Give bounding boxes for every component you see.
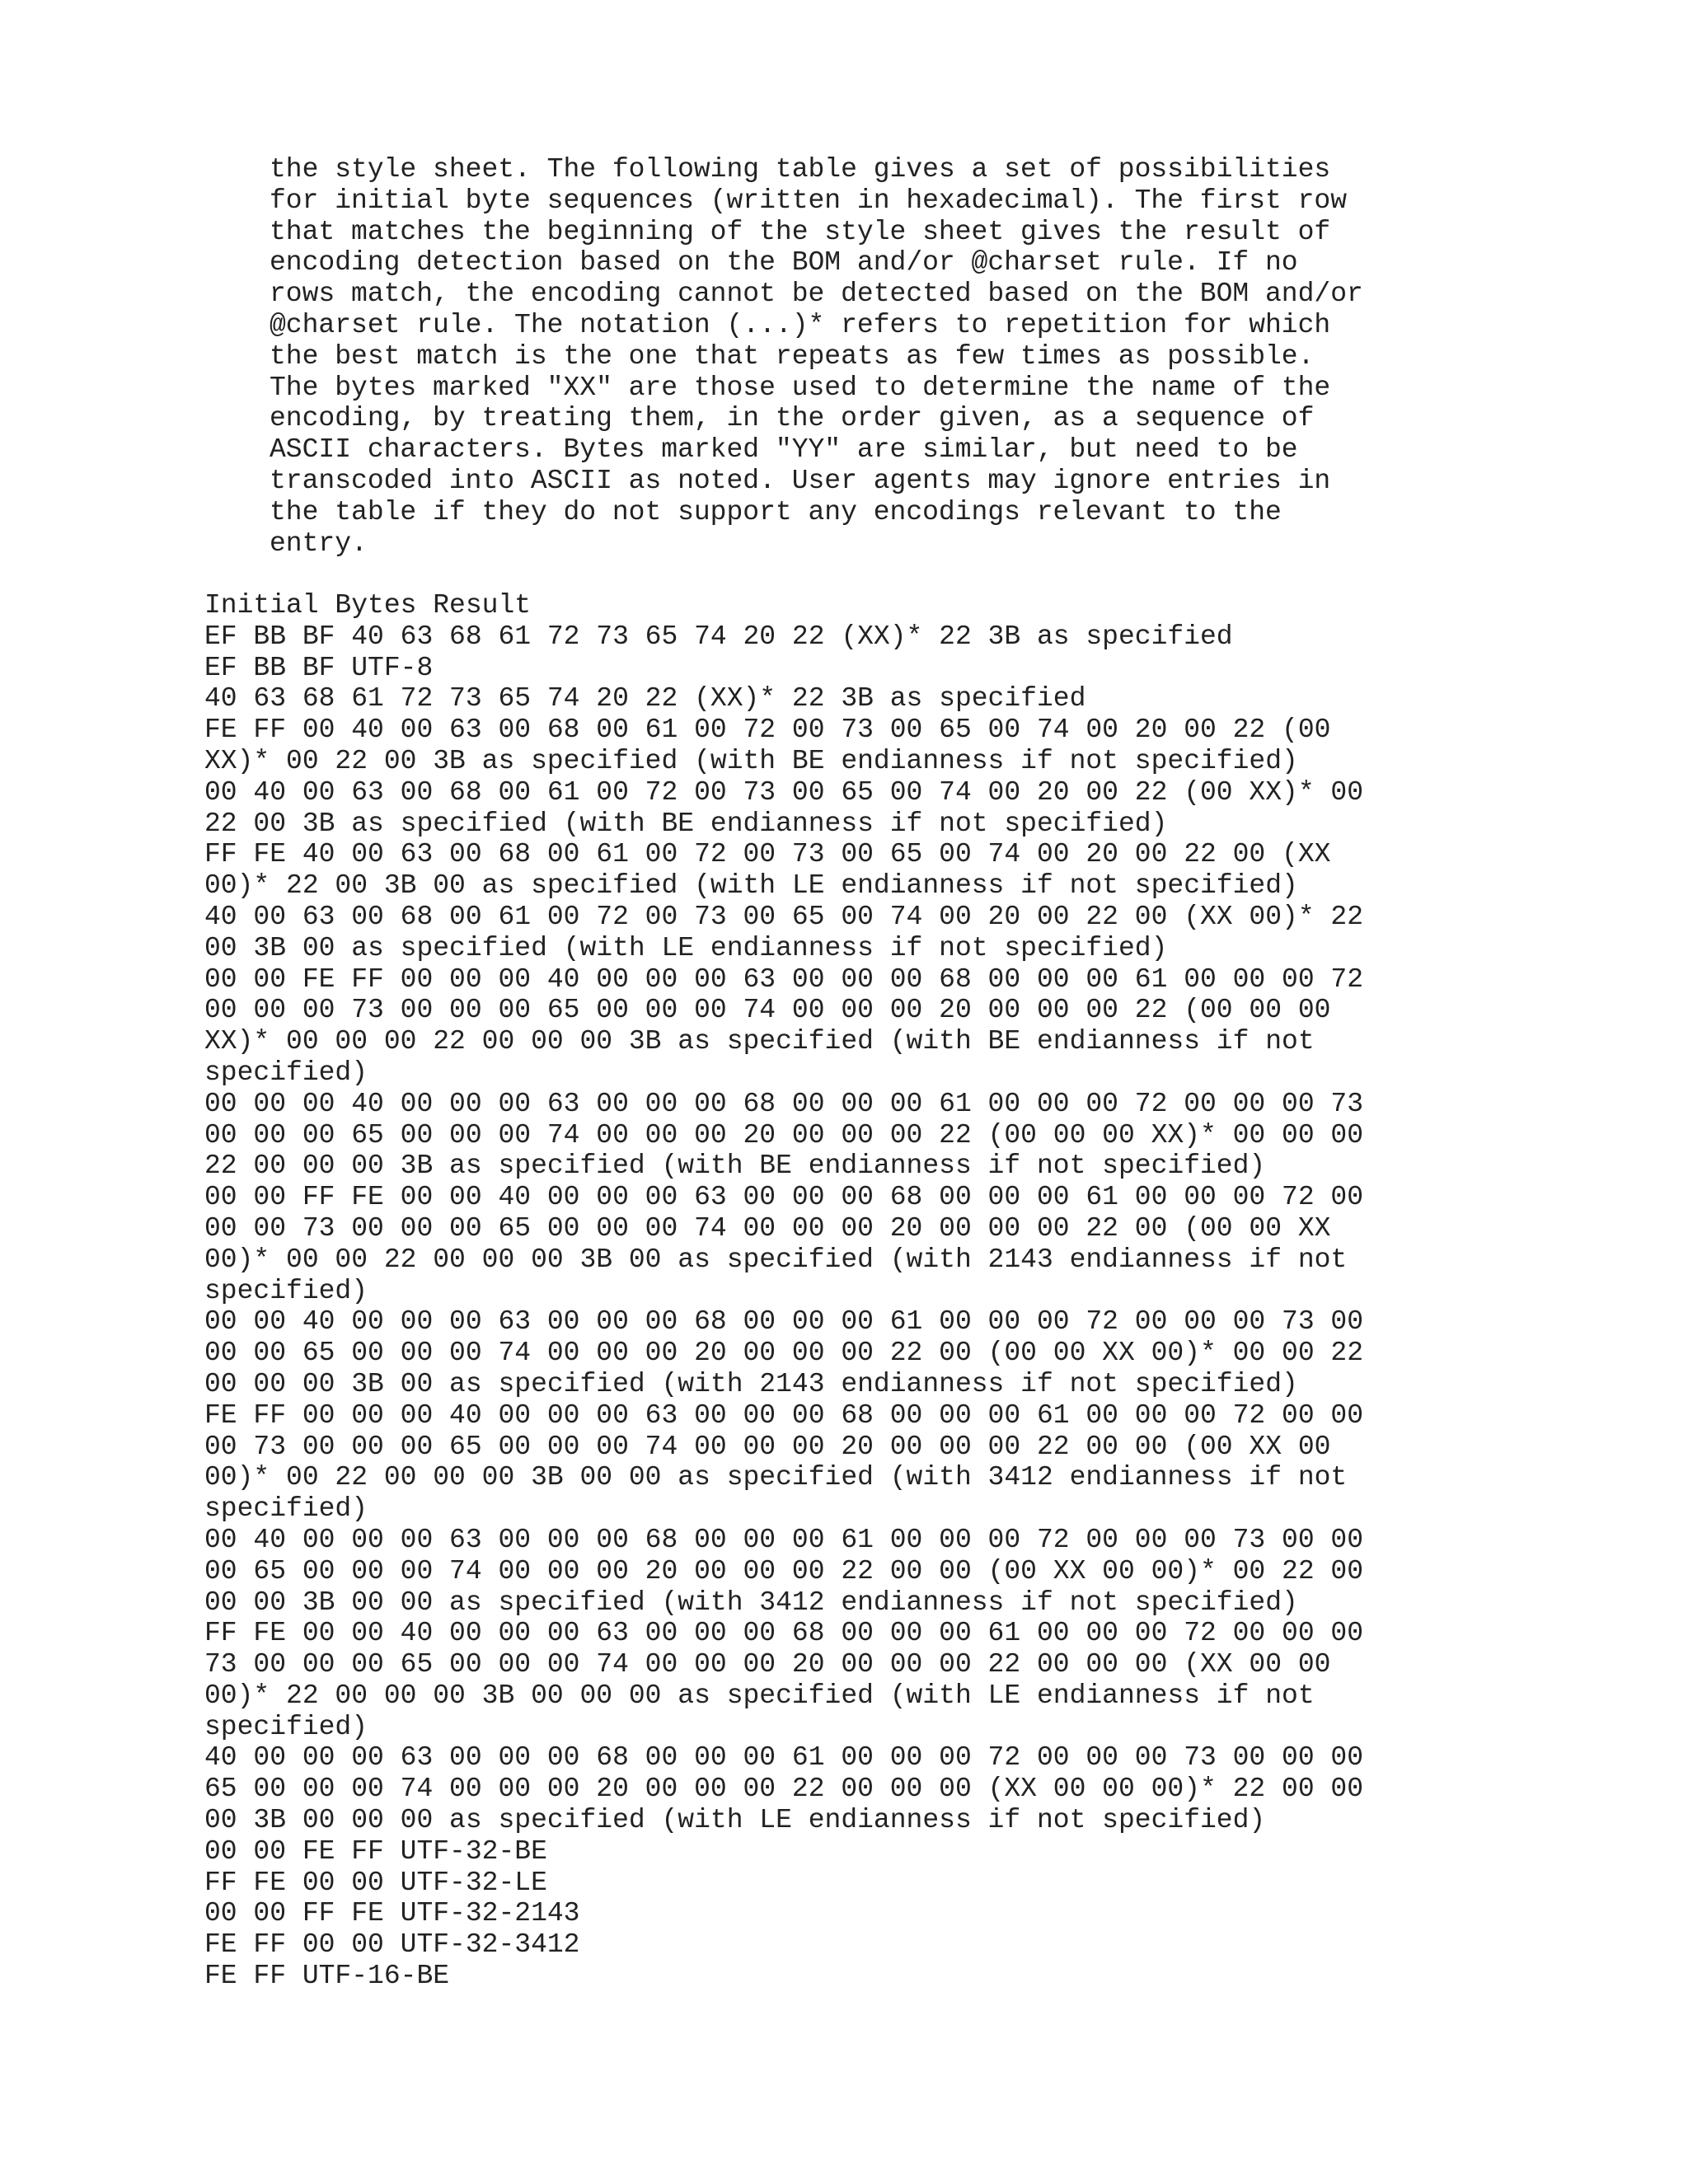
intro-line: rows match, the encoding cannot be detected based on the BOM and/or (270, 279, 1363, 310)
table-line: 00 73 00 00 00 65 00 00 00 74 00 00 00 20 00 00 00 22 00 00 (00 XX 00 (204, 1431, 1331, 1462)
table-line: FF FE 00 00 40 00 00 00 63 00 00 00 68 00 00 00 61 00 00 00 72 00 00 00 (204, 1618, 1364, 1649)
table-line: 00 3B 00 00 00 as specified (with LE endianness if not specified) (204, 1805, 1266, 1836)
table-line: 00 00 00 3B 00 as specified (with 2143 endianness if not specified) (204, 1368, 1298, 1399)
table-line: FE FF 00 00 UTF-32-3412 (204, 1929, 580, 1961)
table-line: 00 00 00 40 00 00 00 63 00 00 00 68 00 00 00 61 00 00 00 72 00 00 00 73 (204, 1088, 1364, 1119)
table-line: FE FF 00 00 00 40 00 00 00 63 00 00 00 68 00 00 00 61 00 00 00 72 00 00 (204, 1399, 1364, 1431)
intro-line: entry. (270, 527, 368, 559)
table-line: XX)* 00 00 00 22 00 00 00 3B as specified (with BE endianness if not (204, 1026, 1315, 1057)
intro-line: encoding detection based on the BOM and/or @charset rule. If no (270, 247, 1298, 279)
table-line: specified) (204, 1057, 368, 1088)
table-line: 00 3B 00 as specified (with LE endianness if not specified) (204, 932, 1168, 963)
intro-paragraph (270, 154, 1363, 559)
table-line: 00 00 73 00 00 00 65 00 00 00 74 00 00 00 20 00 00 00 22 00 (00 00 XX (204, 1212, 1331, 1244)
table-line: 00 00 65 00 00 00 74 00 00 00 20 00 00 00 22 00 (00 00 XX 00)* 00 00 22 (204, 1338, 1364, 1369)
table-line: EF BB BF UTF-8 (204, 652, 434, 683)
table-line: FF FE 00 00 UTF-32-LE (204, 1867, 547, 1898)
table-line: specified) (204, 1493, 368, 1525)
table-line: 00 65 00 00 00 74 00 00 00 20 00 00 00 22 00 00 (00 XX 00 00)* 00 22 00 (204, 1555, 1364, 1586)
intro-line: @charset rule. The notation (...)* refers to repetition for which (270, 309, 1331, 340)
table-line: 00)* 22 00 00 00 3B 00 00 00 as specified (with LE endianness if not (204, 1680, 1315, 1711)
table-line: 00 40 00 63 00 68 00 61 00 72 00 73 00 65 00 74 00 20 00 22 (00 XX)* 00 (204, 776, 1364, 808)
encoding-table (204, 590, 1363, 1992)
table-line: 00 00 40 00 00 00 63 00 00 00 68 00 00 00 61 00 00 00 72 00 00 00 73 00 (204, 1306, 1364, 1338)
table-line: 40 00 63 00 68 00 61 00 72 00 73 00 65 00 74 00 20 00 22 00 (XX 00)* 22 (204, 901, 1364, 932)
intro-line: ASCII characters. Bytes marked "YY" are similar, but need to be (270, 434, 1298, 466)
table-line: XX)* 00 22 00 3B as specified (with BE endianness if not specified) (204, 745, 1298, 776)
table-line: 73 00 00 00 65 00 00 00 74 00 00 00 20 00 00 00 22 00 00 00 (XX 00 00 (204, 1649, 1331, 1680)
table-line: FF FE 40 00 63 00 68 00 61 00 72 00 73 00 65 00 74 00 20 00 22 00 (XX (204, 839, 1331, 870)
table-line: Initial Bytes Result (204, 590, 532, 621)
table-line: 00 00 FE FF UTF-32-BE (204, 1835, 547, 1867)
table-line: 00 00 00 65 00 00 00 74 00 00 00 20 00 00 00 22 (00 00 00 XX)* 00 00 00 (204, 1119, 1364, 1151)
table-line: 00 00 FE FF 00 00 00 40 00 00 00 63 00 00 00 68 00 00 00 61 00 00 00 72 (204, 963, 1364, 995)
table-line: 00)* 00 22 00 00 00 3B 00 00 as specified (with 3412 endianness if not (204, 1462, 1348, 1493)
table-line: specified) (204, 1711, 368, 1742)
intro-line: transcoded into ASCII as noted. User agents may ignore entries in (270, 465, 1331, 496)
table-line: 00 00 3B 00 00 as specified (with 3412 endianness if not specified) (204, 1586, 1298, 1618)
table-line: 00 00 FF FE 00 00 40 00 00 00 63 00 00 00 68 00 00 00 61 00 00 00 72 00 (204, 1182, 1364, 1213)
intro-line: the table if they do not support any encodings relevant to the (270, 496, 1282, 527)
intro-line: encoding, by treating them, in the order given, as a sequence of (270, 403, 1315, 434)
intro-line: the style sheet. The following table gives a set of possibilities (270, 154, 1331, 185)
table-line: 65 00 00 00 74 00 00 00 20 00 00 00 22 00 00 00 (XX 00 00 00)* 22 00 00 (204, 1774, 1364, 1805)
table-line: 40 63 68 61 72 73 65 74 20 22 (XX)* 22 3B as specified (204, 683, 1086, 715)
intro-line: for initial byte sequences (written in hexadecimal). The first row (270, 185, 1348, 216)
table-line: 22 00 00 00 3B as specified (with BE endianness if not specified) (204, 1151, 1266, 1182)
intro-line: The bytes marked "XX" are those used to determine the name of the (270, 372, 1331, 403)
table-line: 00)* 22 00 3B 00 as specified (with LE endianness if not specified) (204, 870, 1298, 902)
table-line: 22 00 3B as specified (with BE endianness if not specified) (204, 808, 1168, 839)
table-line: EF BB BF 40 63 68 61 72 73 65 74 20 22 (XX)* 22 3B as specified (204, 621, 1233, 652)
table-line: 00 00 FF FE UTF-32-2143 (204, 1898, 580, 1929)
table-line: 00)* 00 00 22 00 00 00 3B 00 as specified (with 2143 endianness if not (204, 1244, 1348, 1275)
table-line: 00 40 00 00 00 63 00 00 00 68 00 00 00 61 00 00 00 72 00 00 00 73 00 00 (204, 1524, 1364, 1555)
table-line: 00 00 00 73 00 00 00 65 00 00 00 74 00 00 00 20 00 00 00 22 (00 00 00 (204, 995, 1331, 1026)
table-line: 40 00 00 00 63 00 00 00 68 00 00 00 61 00 00 00 72 00 00 00 73 00 00 00 (204, 1742, 1364, 1774)
table-line: specified) (204, 1275, 368, 1306)
table-line: FE FF UTF-16-BE (204, 1961, 450, 1992)
table-line: FE FF 00 40 00 63 00 68 00 61 00 72 00 73 00 65 00 74 00 20 00 22 (00 (204, 715, 1331, 746)
intro-line: the best match is the one that repeats as few times as possible. (270, 340, 1315, 372)
intro-line: that matches the beginning of the style sheet gives the result of (270, 216, 1331, 247)
